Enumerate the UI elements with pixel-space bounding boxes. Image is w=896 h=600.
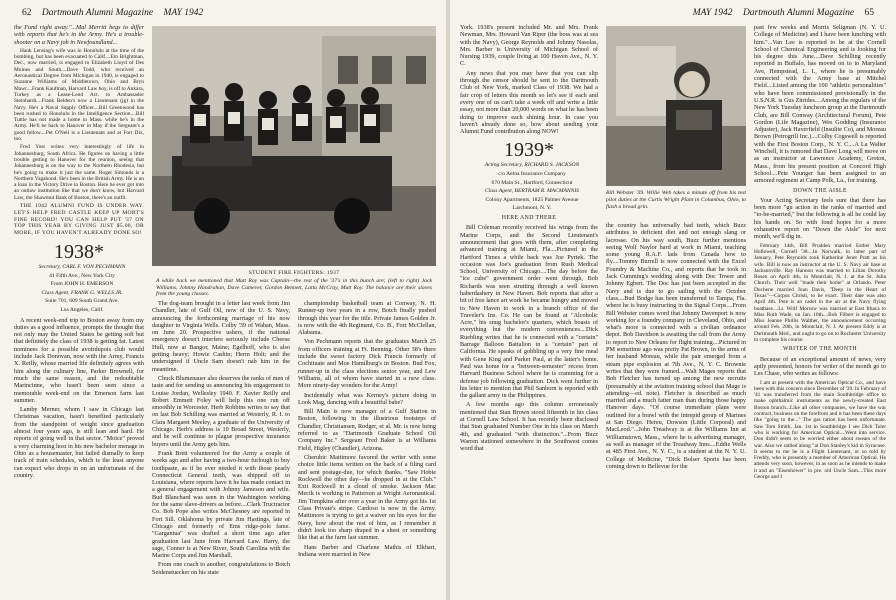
issue-date: MAY 1942 (692, 8, 733, 18)
column-3 (298, 300, 436, 596)
left-page-header (14, 8, 203, 18)
paragraph: Von Pechmann reports that the graduates March 25 from officers training at Ft. Benning. Other 38's there include the sweet factory Dick Francis formerly of Cochituate and Moe Hamilburg's in Boston. Bud Fox, runner-up in the class elections senior year, and Lew Williams, all of whom have started in a new class. More ninety-day wonders for the Army! (298, 338, 436, 390)
magazine-title: Dartmouth Alumni Magazine (41, 8, 154, 18)
secretary-line: Secretary, CARL F. VON PECHMANN (38, 264, 126, 270)
paragraph: Cherubic Mattimore favored the writer with some choice little items written on the back of a filing card and sent postage-due, for which thanks. "Saw Hobie Rockwell the other day—he dropped in at the Club." Exit Rockwell in a cloud of smoke. Jackson Mac Mecik is working in Patterson at Wright Aeronautical. Jim Tompkins after over a year in the Army got his 1st Class Private's stripe. Cardoso is now in the Army. Mattimore is trying to get a waiver on his eyes for the Navy, how about the rest of him, as I remember it didn't look too sharp draped in a sheet or something like that at the farm last summer. (298, 453, 436, 542)
photo-caption-title: STUDENT FIRE FIGHTERS: 1937 (248, 270, 340, 276)
section-heading-here-and-there: HERE AND THERE (501, 215, 557, 222)
page-number: 65 (864, 8, 874, 18)
issue-date: MAY 1942 (163, 8, 204, 18)
paragraph: A few months ago this column erroneously mentioned that Stan Brown stood fifteenth in his class at Cornell Law School. It has recently been disclosed that Stan graduated Number One in his class on March 4th, and graduated "with distinction."...From Buzz Warren stationed somewhere in the Southwest comes word that (460, 401, 598, 453)
paragraph: Any news that you may have that you can slip through the censor should be sent to the Dartmouth Club of New York, marked Class of 1938. We had a fair crop of letters this month so let's see if each and every one of us can't take a week off and write a little essay, not more than 20,000 words on what he has been doing to improve each shining hour. In case you haven't already done so, how about sending your Alumni Fund contribution along NOW! (460, 69, 598, 136)
class-year-heading: 1939* (504, 139, 554, 162)
paragraph: Bill Coleman recently received his wings from the Marine Corps, and the Second Lieutenant's announcement that goes with them, after completing advanced training at Miami, Fla....Pictured in the Hartford Times a while back was Joe Pyrtek. The occasion was Joe's graduation from Rush Medical School, University of Chicago....The day before the "ice cube" government order went through, Bob Richards was seen strutting through a well known haberdashery in New Haven. Bob reports that after a bit of free lance art work he became hungry and moved to New Haven to work in a branch office of the Traveler's Ins. Co. He can be found at "Alcoholic Acre," his snug bachelor's quarters, which boasts of everything but the modern conveniences....Dick Ruebling writes that he is connected with a "certain" Barrage Balloon Battalion in a "certain" part of California. He speaks of gobbling up a very fine meal with Gene King and Parker Paul, at the latter's home. Paul was home for a "between-semester" recess from Harvard Business School where he is cramming for a defense job following graduation. Dick went further in his letter to mention that Phil Sanborn is reported with the gallant army in the Philippines. (460, 224, 598, 400)
paragraph: Hank Lensing's wife was in Honolulu at the time of the bombing, but has been evacuated to Calif....Em Brightman, Dec., now married, is engaged to Elizabeth Lloyd of Des Moines and South....Dave Todd, who received an Aeronautical Degree from Michigan in 1940, is engaged to Suzanne Williams of Middletown, Ohio and Bryn Mawr....Frank Kaufman, Harvard Law boy, is off to Ankara, Turkey as a Lease-Lend Act. to Ambassador Steinhardt....Frank Belden's now a Lieutenant (jg) in the Navy. He's a Naval Supply Officer....Bill Greenwood has been rushed to Honolulu in the Intelligence Section....Bill Tuttle has not made a home in Mass. while he's in the Army. He'll be back to Hanover in May if the Sergeant's a good fellow....Pet O'Neil is a Lieutenant and at Fort Dix, too. (14, 47, 144, 143)
column-1 (14, 24, 144, 596)
class-agent-line: Class Agent, FRANK G. WELLS JR. (41, 289, 123, 296)
right-page-header (693, 8, 882, 18)
class-agent-city: Larchmont, N. Y. (512, 205, 552, 212)
paragraph: championship basketball team at Conway, N. H. Runner-up two years in a row, Botch finally pushed through this year for the title. Private James Golden Jr. is now with the 4th Regiment, Co. B., Fort McClellan, Alabama. (298, 300, 436, 337)
paragraph: Incidentally what was Kerney's picture doing in Look Mag, dancing with a beautiful babe? (298, 391, 436, 406)
paragraph: Bill Main is now manager of a Gulf Station in Boston, following in the illustrious footsteps of Chandler, Christiansen, Rodger, et al. Mr. is now being referred to as "Dartmouth Graduate School Oil Company Inc." Sergeant Fred Baker is at Williams Field, Higley (Chandler), Arizona. (298, 408, 436, 452)
paragraph: February 14th, Bill Prudden married Esther Mary Hollowell, Cornell '38....In Norwalk, in latter part of January, Pete Reynolds took Katherine Jenet Pratt as his wife. Bill is now an instructor at the U. S. Navy air base at Jacksonville. Ray Hannon was married to Lilian Dorothy Rosen on April 4th, in Montclair, N. J. at the St. Julia Church. Their well "made their home" at Orlando. Peter Duchene married Joan Davis, "Deep in the Heart of Texas"—Corpus Christi, to be exact. Their date was also April 4th. Pete is an cadet in the air at the Navy flying boatbase....Lt. Wolf Morrow was married at East Ithaca to Miss Ruth Wade, on Jan. 10th....Bob Filbert is engaged to Miss Jeanne Phillis Walther, the announcement occurring around Feb. 20th, in Montclair, N. J. At present Eddy is at Dartmouth Med., and ought to go on to Rochester University to complete his course. (754, 242, 886, 344)
paragraph: Your Acting Secretary feels sure that there has been more "gu action in the ranks of married and "to-be-married," but the following is all he could lay his hands on. So with fond hopes for a more exhaustive report on "Down the Aisle" for next month, we'll dig in. (754, 196, 886, 241)
secretary-address: 41 Fifth Ave., New York City (49, 272, 115, 279)
photo-caption (606, 190, 746, 210)
paragraph: From one coach to another, congratulations to Botch Seidenstuecker on his state (152, 561, 290, 576)
right-page (450, 0, 896, 600)
paragraph: Because of an exceptional amount of news, very aptly presented, honors for writer of the month go to Les Chase, who writes as follows: (754, 355, 886, 378)
fund-note: THE 1942 ALUMNI FUND IS UNDER WAY. LET'S HELP FRED CASTLE KEEP UP MORT'S FINE RECORD! YOU CAN HELP PUT '37 ON TOP THIS YEAR BY GIVING JUST $5.00, OR MORE, IF YOU HAVEN'T ALREADY DONE SO! (14, 203, 144, 237)
from-line: From JOHN H. EMERSON (50, 281, 114, 288)
paragraph: the country has universally bad teeth, which Buzz attributes to deficient diet and not enough slang or lacrosse. On his way south, Buzz further mentions seeing Wolf Naylor hard at work in Miami, teaching some young R.A.F. lads from Canada how to fly....Tommy Burrell is now connected with the Excel Foundry & Machine Co., and reports that he took in Jack Cumming's wedding along with Doc Tower and Johnny Egbert. The Doc has just been accepted in the Navy and is due to go sailing with the October class....Bud Bodge has been transferred to Tampa, Fla. where he is busy instructing in the Signal Corps....From Bill Webster comes word that Johnny Davenport is now working for a foundry company in Cleveland, Ohio, and what's more is connected with a civilian ordnance depot. Bob Davidson is awaiting the call from the Army to report to New Orleans for flight training....Pictured in PM sometime ago was pretty Pat Brown, in the arms of her husband Moreau, while the pair emerged from a steam pipe explosion at 7th Ave., N. Y. C. Brownie writes that they were framed....Walt Mages reports that Bob Fletcher has turned up among the new recruits (presumably at the aviation training school that Mage is attending—ed. note). Fletcher is described as much married and a much fatter man than during those happy Hanover days. "Of course immediate plans were outlined for a brawl with the intrepid group of Marines at San Diego. Hereu, Dowson (Little Corporal) and MacLeod."...John Treadway is at the Williams Inn at Williamstown, Mass., where he is advertising manager, as well as manager of the Treadway Inns....Eddie Wells at 485 First Ave., N. Y. C., is a student at the N. Y. U. College of Medicine, "Dick Bolser Sports has been coming down to Bellevue for the (606, 222, 746, 470)
class-agent-address: Colony Apartments, 1825 Palmer Avenue (485, 196, 579, 203)
magazine-title: Dartmouth Alumni Magazine (742, 8, 855, 18)
paragraph: Hans Barber and Charlene Mathis of Elkhart, Indiana were married in New (298, 543, 436, 558)
photo-caption (156, 270, 432, 298)
paragraph: Lamby Merner, whom I saw in Chicago last Christmas vacation, hasn't benefited particularly from the standpoint of weight since graduation almost four years ago, is still lean and hard. He reports of going well in that sector. "Moice" proved a very charming host in his new bachelor menage in Ohio as a housemaster, but failed dismally to keep track of train schedules, which is the least anyone can expect who drops in on an unfortunate of the country. (14, 406, 144, 479)
photo-illustration (152, 26, 436, 266)
paragraph: Chuck Blumenauer also deserves the ranks of men of taste and for sending us announcing his engagement to Louise Jordan, Wellesley 1940. F. Xavier Reilly and Robert Emmett Foley will help this one run off smoothly in Worcester. Herb Robbins writes to say that on last Bob Schilling was married at Westerly, R. I. to Clara Margaret Meeley, a graduate of the University of Chicago. Herb's address is 10 Broad Street, Westerly, and he will continue to plague prospective insurance buyers until the Army gets him. (152, 374, 290, 448)
paragraph: A recent week-end trip to Boston away from my duties as a good influence, prompts the thought that not only may the United States be getting soft but that definitely the class of 1938 is getting fat. Latest nominees for a possible avoirdupois club would include Jack Donovan, now with the Army, Francis X. Reilly, whose married life definitely agrees with him along the culinary line, Parker Brownell, for much the same reason, and the redoubtable Marincinne, who hasn't been seen since a memorable week-end on the Emerson farm last summer. (14, 316, 144, 404)
column-2 (152, 300, 290, 596)
section-heading-down-the-aisle: DOWN THE AISLE (793, 187, 847, 194)
fire-fighters-photo (152, 26, 436, 266)
paragraph: Fred Yost writes very interestingly of life in Johannesburg, South Africa. He figures on having a little trouble getting to Hanover for the reunion, seeing that Johannesburg is on the way to the Northern Rhodesia, but he's going to make it just the same. Roger Simonds is a Northern Vagabond. He's been in the British Army. He is on a loan in the Victory Drive in Boston. Here he ever got into an outlaw institution like that we don't know, but Harvard Law, the Shawmut Bank of Boston, there's an outfit. (14, 144, 144, 201)
column-6 (754, 24, 886, 596)
class-agent-line: Class Agent, BERTRAM R. MACMANNIS (484, 188, 580, 195)
photo-illustration (606, 26, 746, 186)
section-heading-writer-of-month: WRITER OF THE MONTH (783, 346, 857, 353)
paragraph: York. 1938's present included Mr. and Mrs. Frank Newman, Mrs. Howard Van Riper (the boss was at sea with the Navy), George Reynolds and Johnny Nasolas, Mrs. Barber is University of Michigan School of Nursing 1939, couple living at 100 Haven Ave., N. Y. C. (460, 24, 598, 68)
page-number: 62 (22, 8, 32, 18)
secretary-line: Acting Secretary, RICHARD S. JACKSON (484, 162, 580, 169)
paragraph: past few weeks and Morris Seligman (N. Y. U. College of Medicine) and I have been lunching with him."...Van Lee is reported to be at the Cornell School of Chemical Engineering and is looking for his degree this June....Dave Schilling recently reported in Buffalo, has moved on to to Maryland Ave, Hempstead, L. I., where he is presumably connected with the Army base at Mitchel Field....Listed among the 100 "athletic personalities" who have been commissioned provisionally in the U.S.N.R. is Gus Zitrides....Among the regulars of the New York Tuesday luncheon group at the Dartmouth Club, are Bill Conway (Architectural Forum), Pete Gordon (Life Magazine), Wes Godding (Insurance Adjuster), Jack Haverfield (Insulite Co), and Moreau Brown (Petrogrill Inc.)....Colby Cogswell is reported with the First Boston Corp., N. Y. C....A La Walter Winchell, it is rumored that Dave Long will move on as an instructor at Lawrence Academy, Groton, Mass., from his present position at Concord High School....Pete Younger has been assigned to an armored regiment at Camp Polk, La., for training. (754, 24, 886, 185)
secretary-city: 670 Main St., Hartford, Connecticut (491, 179, 573, 186)
secretary-address: c/o Aetna Insurance Company (498, 171, 566, 178)
column-4 (460, 24, 598, 596)
paragraph: The dog-team brought in a letter last week from Jim Chandler, late of Gulf Oil, now of the U. S. Navy, announcing the forthcoming marriage of his now daughter to Virginia Wells. Colby '39 of Waban, Mass. on June 20. Prospective ushers, if the national emergency doesn't interfere seriously include Cheese Hull, now at Bangor, Maine; Egelhoff, who is also getting heavy; Howie Cashin; Herm Holt; and the undersigned if Uncle Sam doesn't nab him in the meantime. (152, 300, 290, 373)
paragraph: the Fund right away."...Mal Merritt begs to differ with reports that he's in the Army. He's a trouble-shooter on a Navy job in Newfoundland... (14, 24, 144, 46)
photo-caption-text: Bill Webster '39. Willie Web takes a minute off from his test pilot duties at the Curtis Wright Plant in Columbus, Ohio, to flash a broad grin. (606, 190, 746, 210)
bill-webster-photo (606, 26, 746, 186)
photo-caption-text: A while back we mentioned that Mutt Roy was Captain—the rest of the '37's in this bunch are; (left to right) Jack Williams, Johnny Handrahan, Dave Camever, Gordon Bennett, Latta McCray, Mutt Roy. The balance are their slaves from the young classes. (156, 277, 432, 298)
class-agent-city: Los Angeles, Calif. (60, 306, 104, 313)
paragraph: Frank Brett volunteered for the Army a couple of weeks ago and after having a two-hour furlough to buy toothpaste, as if he ever needed it with those pearly Connecticut General teeth, was shipped off to Louisiana, where reports have it he has made contact in a general engagement with Johnny Jameson and wife. Bud Blanchard was seen in the Washington working for the same slave-drivers as before....Clark Tructractor Co. Bob Pope also writes McChesney are reported in Fort Sill. Oklahoma by private Jim Hastings, late of Chicago and formerly of Ems ridge-pole fame. "Gargantua" was drafted a short time ago after graduation last June from Harvard Law. Harry, the sage, Conner is at New River, South Carolina with the Marine Corps and Jim Marshall. (152, 449, 290, 560)
class-agent-address: Suite 701, 609 South Grand Ave. (45, 298, 119, 305)
class-year-heading: 1938* (54, 241, 104, 263)
paragraph: I am at present with the American Optical Co., and have been with this concern since December of '39. In February of '41 was transferred from the main Southbridge office to make ophthalmic instruments as the newly-created East Boston branch...Like all other companies, we have the war contract, business on the forefront and it has been these days like "going to the..." The gas ration has been unfortunate. Saw Tom Smith, Jan. 1st in Southbridge I see Dick Toler who is working for American Optical....Went into service. Don didn't seem to be worried either about swears of the war. Also we rattled along "at Don Stanley's kid in Syracuse. It seems to me he is a Flight Lieutenant, or so told by Freddy, who is presently a member of American Optical. He attends very soon, however, in as soon as he intends to make it and an "Eisenhower" in pre. old Uncle Sam....This more George and I (754, 379, 886, 480)
column-5 (606, 222, 746, 596)
left-page (0, 0, 446, 600)
